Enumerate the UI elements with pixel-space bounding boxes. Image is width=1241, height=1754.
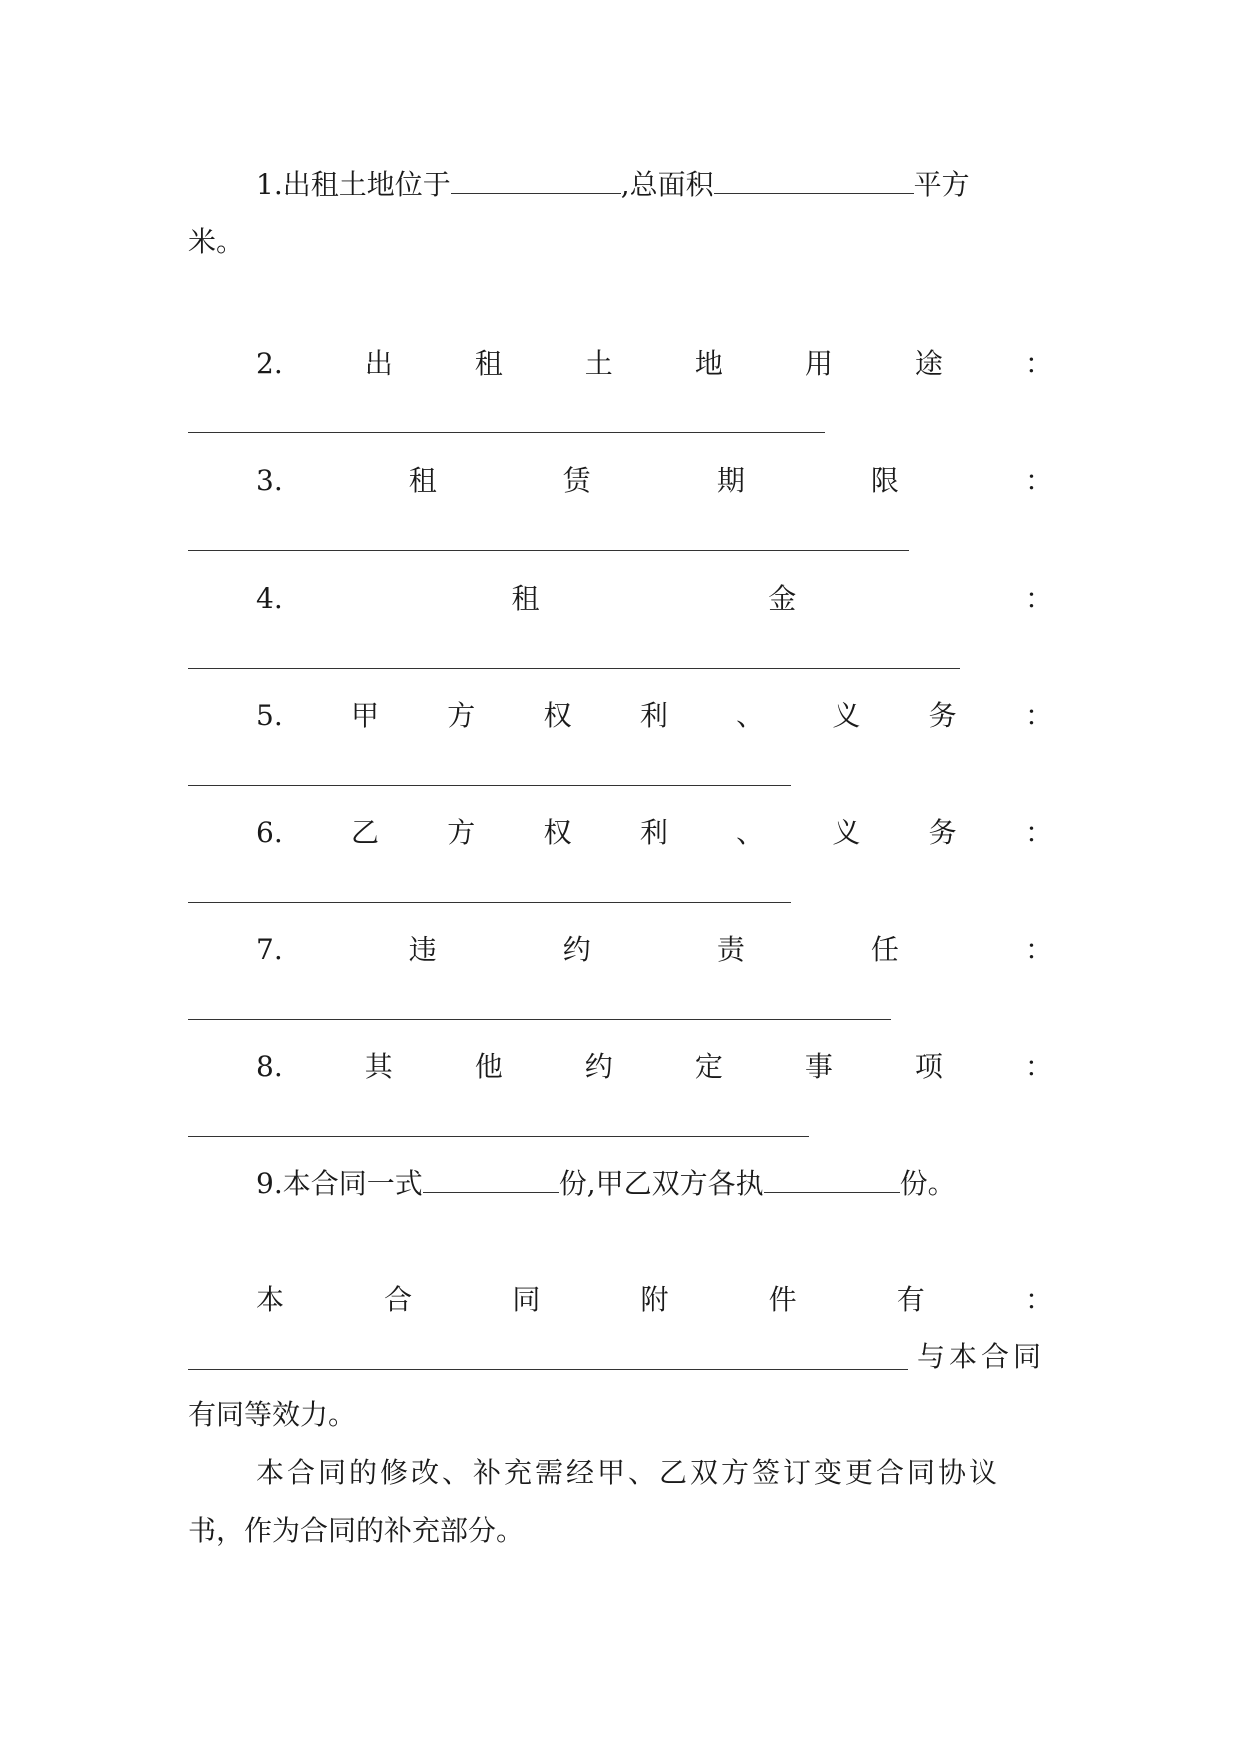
item-7-char: 7. bbox=[256, 933, 283, 966]
attachment-heading bbox=[188, 1280, 1053, 1320]
item-5-char: 甲 bbox=[350, 699, 379, 732]
attachment-tail: 与本合同 bbox=[917, 1340, 1046, 1373]
item-5-char: 利 bbox=[639, 699, 668, 732]
attachment-fill-line[interactable] bbox=[188, 1369, 908, 1370]
item-2-char: 租 bbox=[474, 347, 503, 380]
item-4-fill-line[interactable] bbox=[188, 668, 960, 669]
item-9-text-end: 份。 bbox=[899, 1167, 956, 1200]
item-1-text-area: ,总面积 bbox=[620, 168, 714, 201]
item-8-char: 定 bbox=[694, 1050, 723, 1083]
item-9-text-each: 份,甲乙双方各执 bbox=[558, 1167, 764, 1200]
item-6-char: 方 bbox=[447, 816, 476, 849]
item-3-char: 3. bbox=[256, 464, 283, 497]
item-5-char: 、 bbox=[736, 699, 765, 732]
attachment-char: ： bbox=[1024, 1283, 1053, 1316]
amendment-line-1: 本合同的修改、补充需经甲、乙双方签订变更合同协议 bbox=[256, 1456, 1001, 1489]
attachment-line-2: 有同等效力。 bbox=[188, 1398, 357, 1431]
item-6-char: 乙 bbox=[350, 816, 379, 849]
attachment-char: 附 bbox=[640, 1283, 669, 1316]
item-6-char: 义 bbox=[832, 816, 861, 849]
item-6-char: 权 bbox=[543, 816, 572, 849]
item-2-char: 途 bbox=[914, 347, 943, 380]
item-6-char: 利 bbox=[639, 816, 668, 849]
attachment-char: 本 bbox=[256, 1283, 285, 1316]
item-7-heading bbox=[188, 930, 1053, 970]
area-blank[interactable] bbox=[714, 167, 914, 194]
item-5-char: 方 bbox=[447, 699, 476, 732]
item-4-char: 4. bbox=[256, 582, 283, 615]
attachment-char: 有 bbox=[896, 1283, 925, 1316]
item-8-char: ： bbox=[1024, 1050, 1053, 1083]
item-5-fill-line[interactable] bbox=[188, 785, 791, 786]
item-3-char: 赁 bbox=[562, 464, 591, 497]
item-3-char: 期 bbox=[716, 464, 745, 497]
item-3-char: 限 bbox=[870, 464, 899, 497]
item-6-fill-line[interactable] bbox=[188, 902, 791, 903]
item-1-line-2 bbox=[188, 222, 244, 262]
item-4-char: 租 bbox=[511, 582, 540, 615]
item-1-line bbox=[256, 165, 970, 205]
item-7-char: 违 bbox=[408, 933, 437, 966]
item-8-fill-line[interactable] bbox=[188, 1136, 809, 1137]
item-8-char: 8. bbox=[256, 1050, 283, 1083]
item-7-char: 任 bbox=[870, 933, 899, 966]
item-7-char: 责 bbox=[716, 933, 745, 966]
item-6-heading bbox=[188, 813, 1053, 853]
item-6-char: ： bbox=[1024, 816, 1053, 849]
item-2-heading bbox=[188, 344, 1053, 384]
item-3-char: ： bbox=[1024, 464, 1053, 497]
item-3-char: 租 bbox=[408, 464, 437, 497]
item-6-char: 、 bbox=[736, 816, 765, 849]
item-3-heading bbox=[188, 461, 1053, 501]
item-2-char: 出 bbox=[364, 347, 393, 380]
attachment-char: 件 bbox=[768, 1283, 797, 1316]
copies-each-blank[interactable] bbox=[764, 1166, 900, 1193]
item-5-char: 权 bbox=[543, 699, 572, 732]
item-2-char: ： bbox=[1024, 347, 1053, 380]
item-2-char: 土 bbox=[584, 347, 613, 380]
copies-total-blank[interactable] bbox=[423, 1166, 559, 1193]
item-4-heading bbox=[188, 579, 1053, 619]
item-6-char: 6. bbox=[256, 816, 283, 849]
item-2-fill-line[interactable] bbox=[188, 432, 825, 433]
item-7-char: ： bbox=[1024, 933, 1053, 966]
item-8-char: 事 bbox=[804, 1050, 833, 1083]
item-3-fill-line[interactable] bbox=[188, 550, 909, 551]
item-4-char: ： bbox=[1024, 582, 1053, 615]
amendment-line-2: 书，作为合同的补充部分。 bbox=[188, 1514, 525, 1547]
item-4-char: 金 bbox=[768, 582, 797, 615]
item-1-text-location: 1.出租土地位于 bbox=[256, 168, 451, 201]
item-8-heading bbox=[188, 1047, 1053, 1087]
item-7-fill-line[interactable] bbox=[188, 1019, 891, 1020]
item-5-char: 5. bbox=[256, 699, 283, 732]
item-1-text-unit-end: 米。 bbox=[188, 225, 245, 258]
item-6-char: 务 bbox=[928, 816, 957, 849]
item-2-char: 2. bbox=[256, 347, 283, 380]
location-blank[interactable] bbox=[451, 167, 621, 194]
item-8-char: 其 bbox=[364, 1050, 393, 1083]
item-9-line bbox=[256, 1164, 956, 1204]
attachment-char: 同 bbox=[512, 1283, 541, 1316]
item-7-char: 约 bbox=[562, 933, 591, 966]
item-8-char: 项 bbox=[914, 1050, 943, 1083]
item-5-char: ： bbox=[1024, 699, 1053, 732]
item-2-char: 用 bbox=[804, 347, 833, 380]
item-8-char: 约 bbox=[584, 1050, 613, 1083]
attachment-char: 合 bbox=[384, 1283, 413, 1316]
item-5-char: 务 bbox=[928, 699, 957, 732]
item-5-heading bbox=[188, 696, 1053, 736]
item-5-char: 义 bbox=[832, 699, 861, 732]
item-1-text-unit: 平方 bbox=[913, 168, 970, 201]
item-8-char: 他 bbox=[474, 1050, 503, 1083]
item-9-text-copies: 9.本合同一式 bbox=[256, 1167, 423, 1200]
item-2-char: 地 bbox=[694, 347, 723, 380]
